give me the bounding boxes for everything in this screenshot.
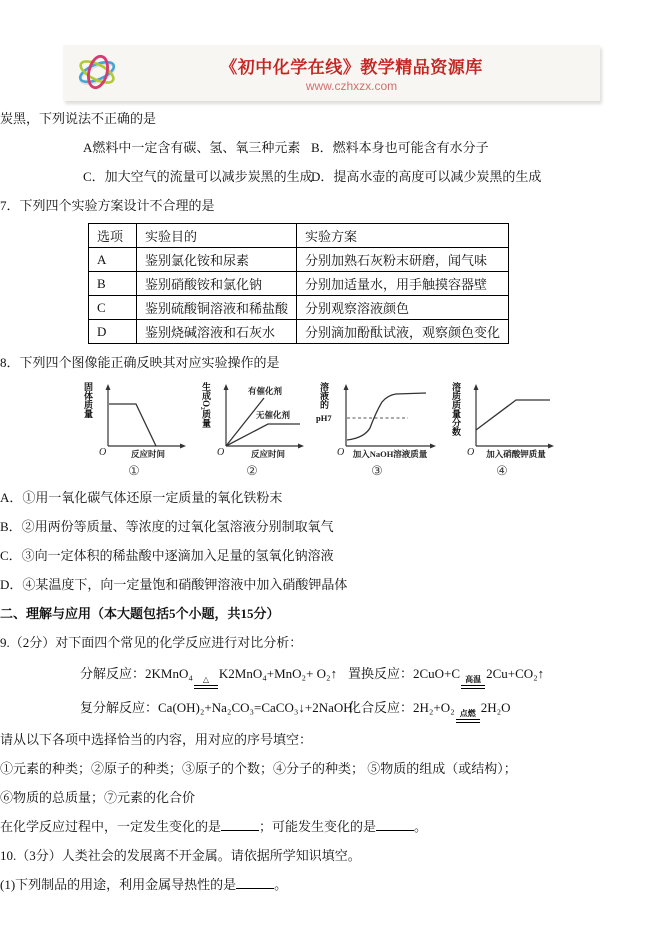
table-row xyxy=(89,272,509,296)
table-cell: 鉴别烧碱溶液和石灰水 xyxy=(137,320,297,344)
q9-equations-row-1 xyxy=(0,657,661,691)
eq-combination-label: 化合反应： xyxy=(348,700,414,715)
q6-option-c: C．加大空气的流量可以减步炭黑的生成 xyxy=(83,169,313,184)
table-cell: 鉴别氯化铵和尿素 xyxy=(137,248,297,272)
q10-stem: 10.（3分）人类社会的发展离不开金属。请依据所学知识填空。 xyxy=(0,848,361,863)
answer-blank xyxy=(221,818,259,831)
q6-options-cd xyxy=(0,162,661,191)
q9-equations-row-2 xyxy=(0,691,661,725)
q8-option-a: A．①用一氧化碳气体还原一定质量的氧化铁粉末 xyxy=(0,490,283,505)
q8-option-c: C．③向一定体积的稀盐酸中逐滴加入足量的氢氧化钠溶液 xyxy=(0,548,334,563)
table-cell: A xyxy=(89,248,137,272)
header-banner xyxy=(63,45,600,101)
chart-4-number: ④ xyxy=(496,463,508,478)
chart-1-origin: O xyxy=(99,447,107,458)
q9-choose-instruction: 请从以下各项中选择恰当的内容，用对应的序号填空： xyxy=(0,732,313,747)
table-cell: 鉴别硫酸铜溶液和稀盐酸 xyxy=(137,296,297,320)
q9-items-line-1: ①元素的种类；②原子的种类；③原子的个数；④分子的种类； ⑤物质的组成（或结构）； xyxy=(0,761,517,776)
table-header-option: 选项 xyxy=(89,224,137,248)
eq-decomposition xyxy=(80,657,348,691)
eq-combination-lhs: 2H₂+O₂ xyxy=(413,700,455,715)
q10-sub1-period: 。 xyxy=(274,877,288,892)
chart-3-xlabel: 加入NaOH溶液质量 xyxy=(352,449,428,459)
q6-options-ab xyxy=(0,133,661,162)
section-2-heading: 二、理解与应用（本大题包括5个小题，共15分） xyxy=(0,606,280,621)
table-cell: 分别滴加酚酞试液，观察颜色变化 xyxy=(297,320,509,344)
table-header-plan: 实验方案 xyxy=(297,224,509,248)
table-row xyxy=(89,248,509,272)
chart-3-ylabel: 溶液的 xyxy=(319,382,329,409)
answer-blank xyxy=(236,876,274,889)
eq-displacement-label: 置换反应： xyxy=(348,666,414,681)
chart-2 xyxy=(198,380,306,479)
table-cell: C xyxy=(89,296,137,320)
eq-metathesis-formula: Ca(OH)₂+Na₂CO₃=CaCO₃↓+2NaOH xyxy=(158,700,353,715)
eq-displacement-lhs: 2CuO+C xyxy=(413,666,461,681)
chart-2-xlabel: 反应时间 xyxy=(250,449,286,459)
chart-2-ylabel: 生成O₂质量 xyxy=(201,382,211,428)
q9-items-line-2: ⑥物质的总质量；⑦元素的化合价 xyxy=(0,790,196,805)
eq-displacement-rhs: 2Cu+CO₂↑ xyxy=(486,666,545,681)
table-cell: 分别观察溶液颜色 xyxy=(297,296,509,320)
site-url: www.czhxzx.com xyxy=(305,79,398,93)
eq-displacement xyxy=(348,657,544,691)
answer-blank xyxy=(376,818,414,831)
eq-decomposition-lhs: 2KMnO₄ xyxy=(145,666,193,681)
q10-sub1-line xyxy=(0,870,661,899)
q9-blank-text-2: ；可能发生变化的是 xyxy=(259,819,377,834)
table-row xyxy=(89,320,509,344)
chart-3-figure xyxy=(334,380,438,460)
condition-delta: △ xyxy=(194,676,218,689)
q10-sub1-text: (1)下列制品的用途，利用金属导热性的是 xyxy=(0,877,237,892)
eq-decomposition-label: 分解反应： xyxy=(80,666,146,681)
chart-2-line1-label: 有催化剂 xyxy=(248,386,283,396)
chart-3-ylabel-ph: pH7 xyxy=(316,413,332,423)
chart-2-origin: O xyxy=(217,447,225,458)
table-cell: 鉴别硝酸铵和氯化钠 xyxy=(137,272,297,296)
condition-ignite: 点燃 xyxy=(456,710,480,723)
eq-metathesis-label: 复分解反应： xyxy=(80,700,159,715)
document-content xyxy=(0,104,661,899)
header-text xyxy=(133,53,600,93)
q9-stem: 9.（2分）对下面四个常见的化学反应进行对比分析： xyxy=(0,635,303,650)
eq-metathesis xyxy=(80,691,353,725)
q9-blank-text-1: 在化学反应过程中，一定发生变化的是 xyxy=(0,819,222,834)
eq-combination-rhs: 2H₂O xyxy=(480,700,511,715)
chart-2-figure xyxy=(214,380,306,460)
chart-4-figure xyxy=(464,380,556,460)
table-cell: D xyxy=(89,320,137,344)
chart-1-number: ① xyxy=(128,463,140,478)
chart-1-figure xyxy=(96,380,188,460)
table-cell: 分别加熟石灰粉末研磨，闻气味 xyxy=(297,248,509,272)
table-header-purpose: 实验目的 xyxy=(137,224,297,248)
q8-charts xyxy=(0,380,661,479)
eq-combination xyxy=(348,691,511,725)
table-header-row xyxy=(89,224,509,248)
experiment-table xyxy=(88,223,509,344)
site-title: 《初中化学在线》教学精品资源库 xyxy=(220,58,483,77)
table-cell: B xyxy=(89,272,137,296)
q9-blank-line xyxy=(0,812,661,841)
q8-stem: 8．下列四个图像能正确反映其对应实验操作的是 xyxy=(0,355,280,370)
chart-4-origin: O xyxy=(467,447,475,458)
logo-wrap xyxy=(63,49,133,97)
chart-1 xyxy=(80,380,188,479)
q6-option-a: A燃料中一定含有碳、氢、氧三种元素 xyxy=(83,140,301,155)
q8-option-b: B．②用两份等质量、等浓度的过氧化氢溶液分别制取氧气 xyxy=(0,519,334,534)
chart-4-ylabel: 溶质质量分数 xyxy=(451,382,461,436)
chart-1-ylabel: 固体质量 xyxy=(83,382,93,418)
q6-stem: 炭黑，下列说法不正确的是 xyxy=(0,111,157,126)
chart-3-origin: O xyxy=(337,447,345,458)
q9-blank-text-3: 。 xyxy=(414,819,428,834)
q7-stem: 7．下列四个实验方案设计不合理的是 xyxy=(0,198,215,213)
eq-decomposition-rhs: K2MnO₄+MnO₂+ O₂↑ xyxy=(218,666,338,681)
chart-4-xlabel: 加入硝酸钾质量 xyxy=(486,449,546,459)
chart-3-number: ③ xyxy=(371,463,383,478)
chart-2-number: ② xyxy=(246,463,258,478)
q8-option-d: D．④某温度下，向一定量饱和硝酸钾溶液中加入硝酸钾晶体 xyxy=(0,577,348,592)
chart-1-xlabel: 反应时间 xyxy=(130,449,166,459)
q6-option-b: B．燃料本身也可能含有水分子 xyxy=(311,140,489,155)
table-cell: 分别加适量水，用手触摸容器壁 xyxy=(297,272,509,296)
atom-logo-icon xyxy=(72,49,124,97)
q6-option-d: D．提高水壶的高度可以减少炭黑的生成 xyxy=(311,169,542,184)
condition-high-temp: 高温 xyxy=(461,676,485,689)
chart-2-line2-label: 无催化剂 xyxy=(256,410,291,420)
chart-4 xyxy=(448,380,556,479)
table-row xyxy=(89,296,509,320)
chart-3 xyxy=(316,380,438,479)
